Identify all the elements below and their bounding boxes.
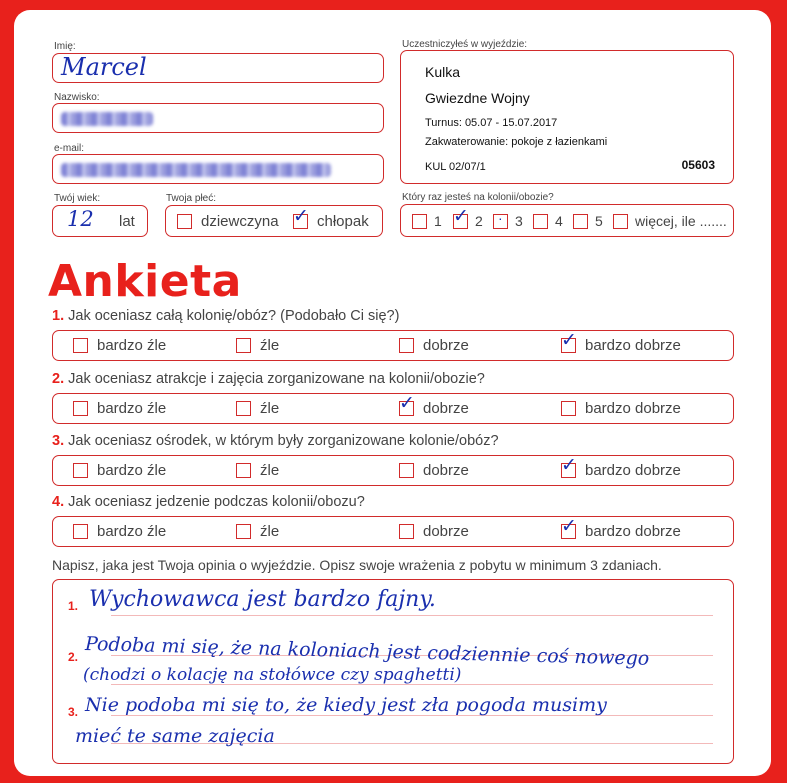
question-1-option-label: dobrze (423, 337, 469, 354)
email-label: e-mail: (54, 143, 85, 154)
ktory-checkbox-wiecej[interactable] (613, 214, 628, 229)
wiek-unit: lat (119, 213, 135, 230)
opinion-line-1: Wychowawca jest bardzo fajny. (89, 587, 436, 612)
question-4-option-label: dobrze (423, 523, 469, 540)
opinion-box[interactable] (52, 579, 734, 764)
opinion-line-5: mieć te same zajęcia (75, 725, 275, 747)
question-3-text (52, 433, 499, 449)
question-3-options (52, 455, 734, 486)
check-mark-icon: ✓ (293, 205, 309, 227)
wiek-value: 12 (67, 207, 94, 231)
plec-option-dziewczyna: dziewczyna (201, 213, 279, 230)
question-1-option-label: bardzo źle (97, 337, 167, 354)
question-4-option-label: bardzo źle (97, 523, 167, 540)
ktory-mark-3: · (498, 210, 503, 226)
question-3-option-label: źle (260, 462, 280, 479)
imie-value: Marcel (61, 53, 147, 81)
question-number: 2. (52, 371, 65, 387)
email-field[interactable] (52, 154, 384, 184)
question-2-option-label: dobrze (423, 400, 469, 417)
question-2-option-label: bardzo źle (97, 400, 167, 417)
ktory-option-4: 4 (555, 213, 563, 229)
opinion-number-3: 3. (68, 705, 79, 719)
ktory-group (400, 204, 734, 237)
question-2-checkbox-2[interactable] (236, 401, 251, 416)
plec-group (165, 205, 383, 237)
opinion-prompt: Napisz, jaka jest Twoja opinia o wyjeździe. Opisz swoje wrażenia z pobytu w minimum 3 zdaniach. (52, 557, 662, 573)
question-1-option-label: bardzo dobrze (585, 337, 681, 354)
opinion-line-4: Nie podoba mi się to, że kiedy jest zła pogoda musimy (85, 694, 607, 716)
question-3-checkbox-3[interactable] (399, 463, 414, 478)
question-2-options (52, 393, 734, 424)
check-mark-icon: ✓ (561, 329, 577, 351)
trip-zakwaterowanie: Zakwaterowanie: pokoje z łazienkami (425, 136, 608, 148)
ktory-option-3: 3 (515, 213, 523, 229)
email-redacted (61, 163, 331, 177)
question-number: 3. (52, 433, 65, 449)
wiek-field[interactable] (52, 205, 148, 237)
question-3-checkbox-2[interactable] (236, 463, 251, 478)
question-3-option-label: bardzo źle (97, 462, 167, 479)
question-label: Jak oceniasz jedzenie podczas kolonii/obozu? (68, 494, 365, 510)
question-2-text (52, 371, 485, 387)
question-3-option-label: bardzo dobrze (585, 462, 681, 479)
plec-checkbox-chlopak[interactable] (293, 205, 309, 229)
ktory-option-5: 5 (595, 213, 603, 229)
ruled-line (111, 615, 713, 616)
question-4-option-label: bardzo dobrze (585, 523, 681, 540)
ktory-checkbox-5[interactable] (573, 214, 588, 229)
question-4-checkbox-1[interactable] (73, 524, 88, 539)
check-mark-icon: ✓ (561, 515, 577, 537)
trip-name: Kulka (425, 64, 461, 80)
question-label: Jak oceniasz atrakcje i zajęcia zorganizowane na kolonii/obozie? (68, 371, 485, 387)
check-mark-icon: ✓ (453, 205, 469, 227)
nazwisko-redacted (61, 112, 153, 126)
ktory-checkbox-4[interactable] (533, 214, 548, 229)
imie-label: Imię: (54, 41, 76, 52)
question-4-options (52, 516, 734, 547)
opinion-number-2: 2. (68, 650, 79, 664)
question-1-text (52, 308, 399, 324)
opinion-number-1: 1. (68, 599, 79, 613)
question-3-checkbox-1[interactable] (73, 463, 88, 478)
imie-field[interactable] (52, 53, 384, 83)
ktory-checkbox-2[interactable] (453, 205, 469, 229)
wiek-label: Twój wiek: (54, 193, 101, 204)
question-4-option-label: źle (260, 523, 280, 540)
question-4-checkbox-2[interactable] (236, 524, 251, 539)
question-1-option-label: źle (260, 337, 280, 354)
question-1-checkbox-3[interactable] (399, 338, 414, 353)
plec-option-chlopak: chłopak (317, 213, 369, 230)
question-1-checkbox-2[interactable] (236, 338, 251, 353)
ktory-option-2: 2 (475, 213, 483, 229)
question-2-checkbox-3[interactable] (399, 392, 415, 416)
opinion-line-3: (chodzi o kolację na stołówce czy spaghetti) (83, 665, 462, 685)
question-number: 1. (52, 308, 65, 324)
plec-label: Twoja płeć: (166, 193, 217, 204)
question-label: Jak oceniasz całą kolonię/obóz? (Podobało Ci się?) (68, 308, 400, 324)
plec-checkbox-dziewczyna[interactable] (177, 214, 192, 229)
question-number: 4. (52, 494, 65, 510)
question-2-option-label: źle (260, 400, 280, 417)
ktory-checkbox-1[interactable] (412, 214, 427, 229)
opinion-line-2: Podoba mi się, że na koloniach jest codziennie coś nowego (84, 633, 650, 670)
ktory-option-1: 1 (434, 213, 442, 229)
trip-turnus: Turnus: 05.07 - 15.07.2017 (425, 117, 558, 129)
question-1-checkbox-1[interactable] (73, 338, 88, 353)
question-2-option-label: bardzo dobrze (585, 400, 681, 417)
trip-number: 05603 (681, 158, 715, 172)
nazwisko-field[interactable] (52, 103, 384, 133)
uczestnik-label: Uczestniczyłeś w wyjeździe: (402, 39, 528, 50)
check-mark-icon: ✓ (399, 392, 415, 414)
trip-code: KUL 02/07/1 (425, 161, 486, 173)
question-label: Jak oceniasz ośrodek, w którym były zorganizowane kolonie/obóz? (68, 433, 499, 449)
ktory-option-wiecej: więcej, ile ....... (635, 213, 727, 229)
question-3-checkbox-4[interactable] (561, 454, 577, 478)
ktory-label: Który raz jesteś na kolonii/obozie? (402, 192, 554, 203)
question-1-options (52, 330, 734, 361)
check-mark-icon: ✓ (561, 454, 577, 476)
trip-theme: Gwiezdne Wojny (425, 90, 530, 106)
question-4-checkbox-4[interactable] (561, 515, 577, 539)
ktory-checkbox-3[interactable] (493, 210, 508, 229)
nazwisko-label: Nazwisko: (54, 92, 100, 103)
question-1-checkbox-4[interactable] (561, 329, 577, 353)
question-3-option-label: dobrze (423, 462, 469, 479)
question-4-text (52, 494, 365, 510)
survey-title: Ankieta (48, 256, 242, 307)
question-2-checkbox-1[interactable] (73, 401, 88, 416)
trip-info-box (400, 50, 734, 184)
question-2-checkbox-4[interactable] (561, 401, 576, 416)
question-4-checkbox-3[interactable] (399, 524, 414, 539)
